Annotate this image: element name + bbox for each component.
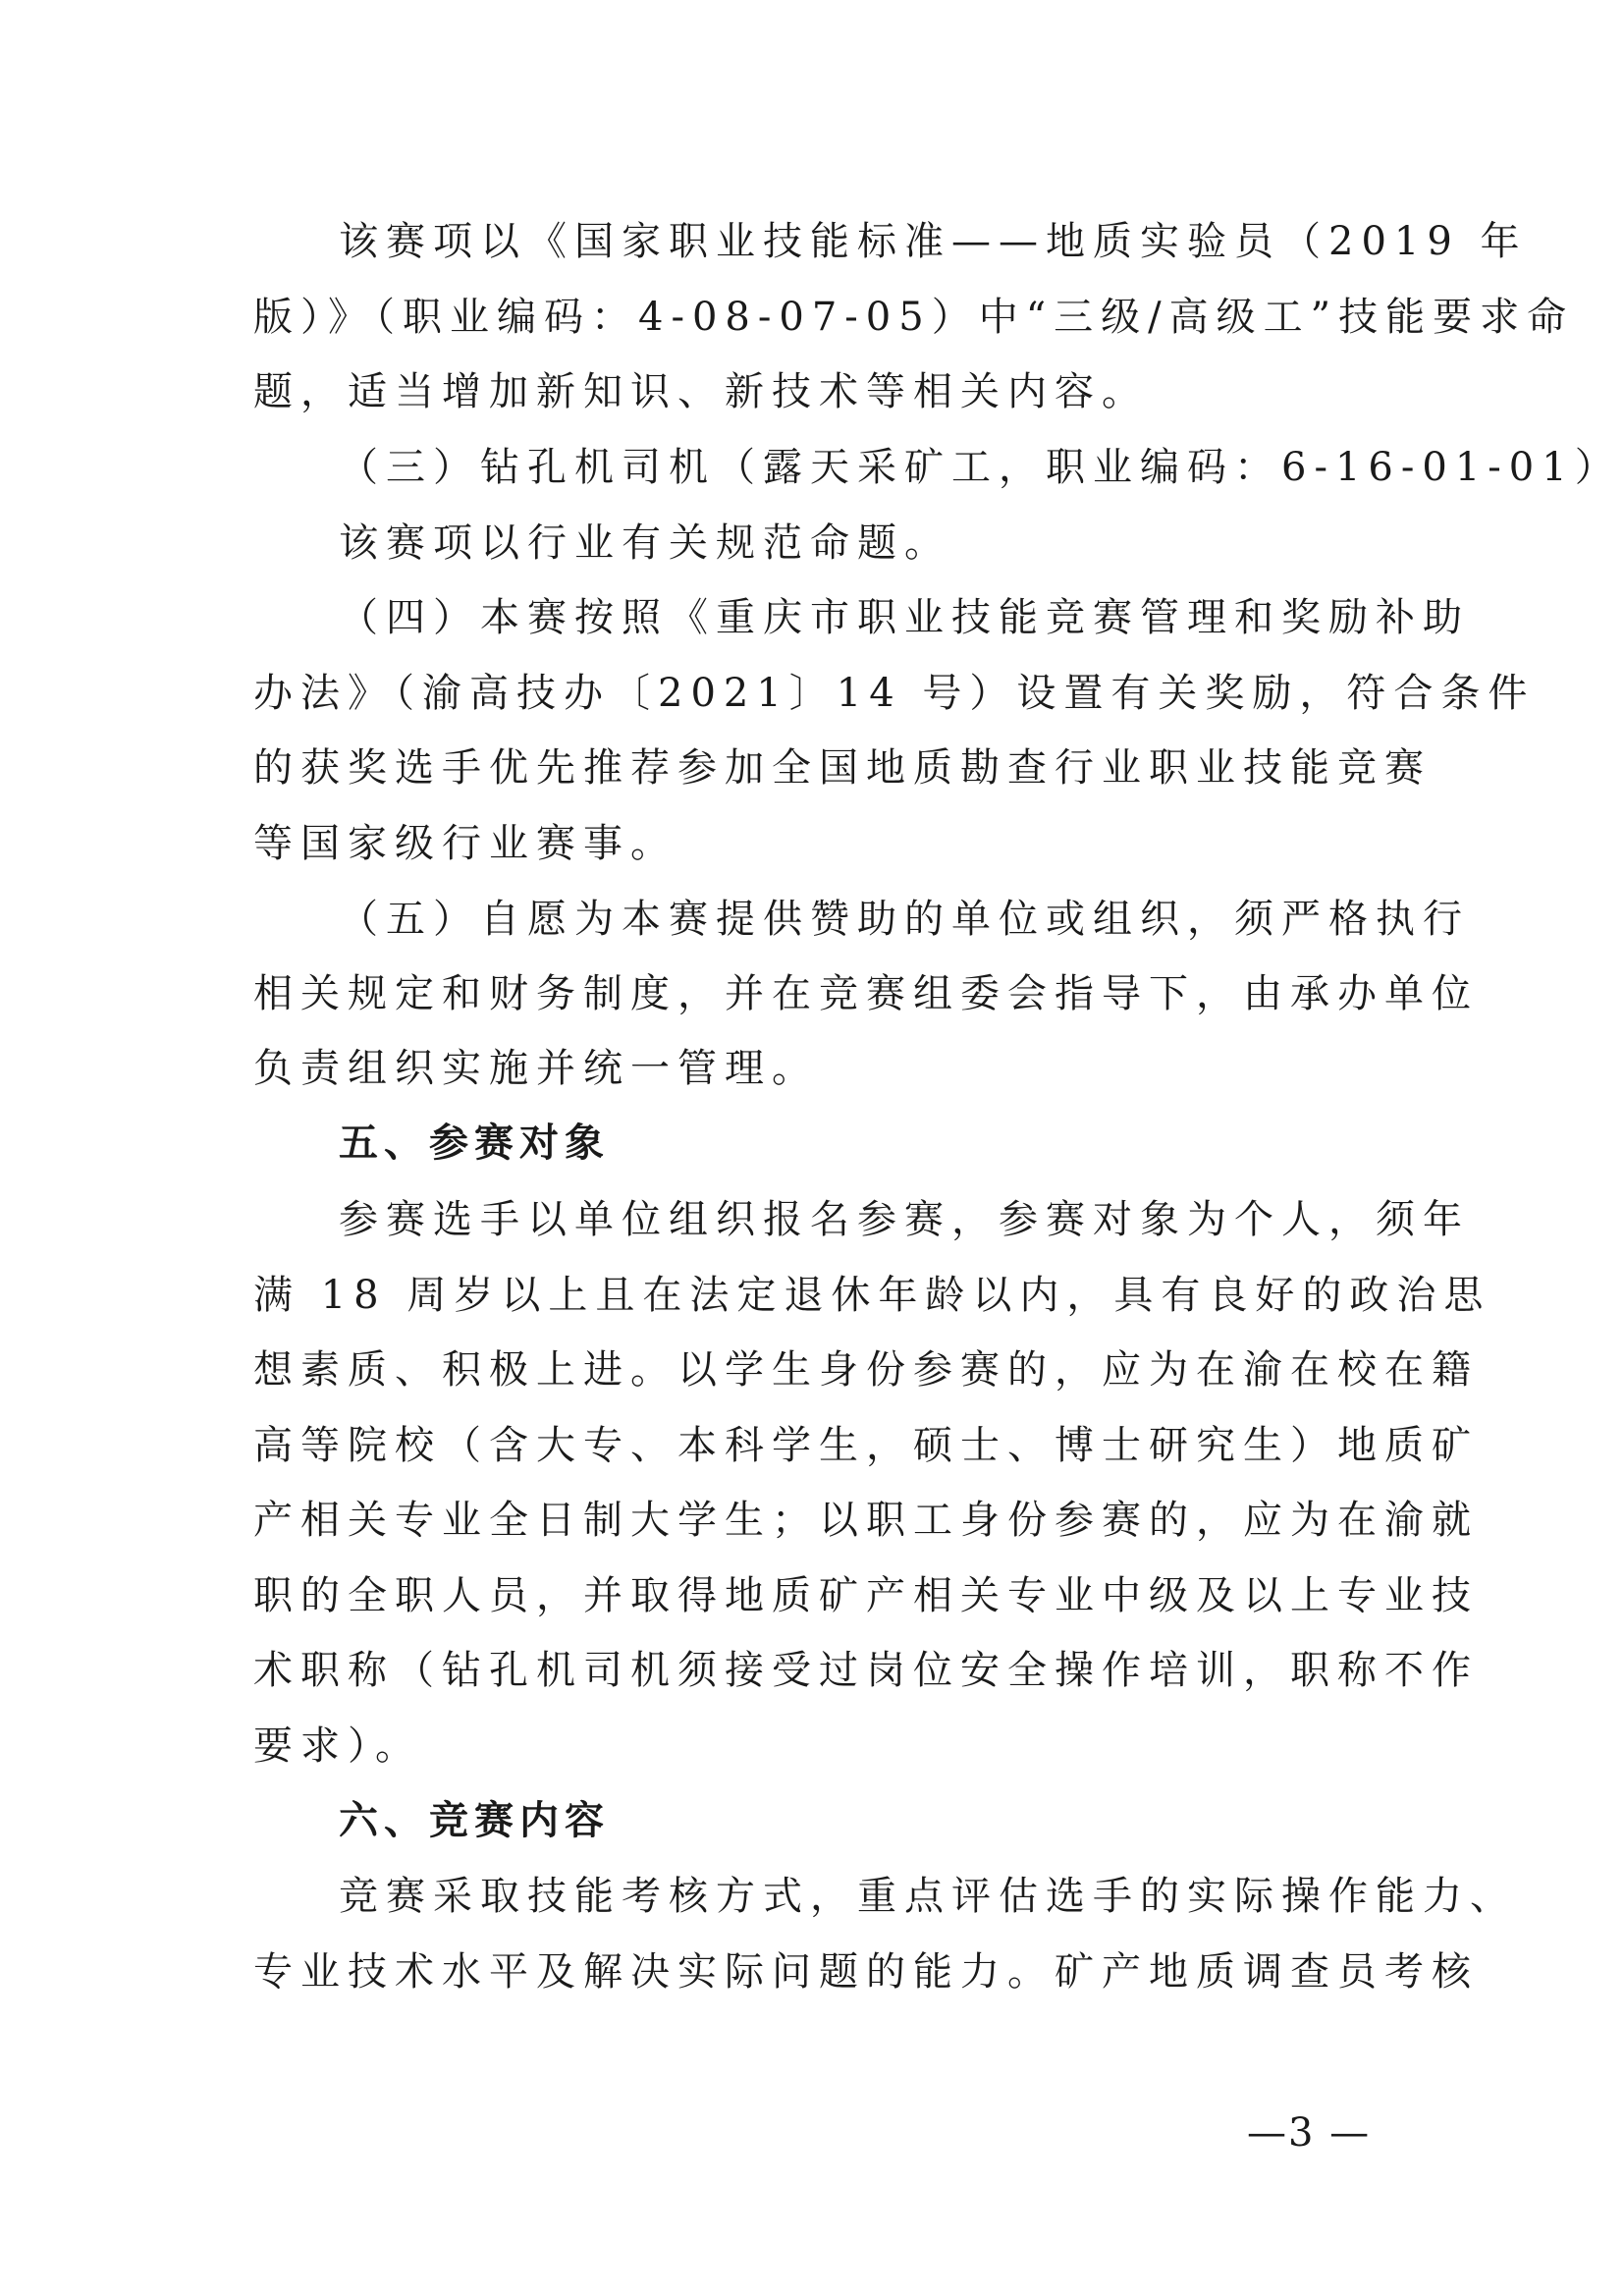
- body-text-line: （五）自愿为本赛提供赞助的单位或组织，须严格执行: [339, 897, 1470, 942]
- body-text-line: 竞赛采取技能考核方式，重点评估选手的实际操作能力、: [339, 1874, 1517, 1919]
- body-text-line: 产相关专业全日制大学生；以职工身份参赛的，应为在渝就: [253, 1498, 1479, 1543]
- body-text-line: （四）本赛按照《重庆市职业技能竞赛管理和奖励补助: [339, 595, 1470, 640]
- body-text-line: 参赛选手以单位组织报名参赛，参赛对象为个人，须年: [339, 1197, 1470, 1242]
- body-text-line: 版）》（职业编码：4-08-07-05）中“三级/高级工”技能要求命: [253, 295, 1575, 340]
- body-text-line: 相关规定和财务制度，并在竞赛组委会指导下，由承办单位: [253, 971, 1479, 1016]
- body-text-line: 术职称（钻孔机司机须接受过岗位安全操作培训，职称不作: [253, 1648, 1479, 1693]
- body-text-line: 办法》（渝高技办〔2021〕14 号）设置有关奖励，符合条件: [253, 671, 1536, 716]
- body-text-line: 该赛项以《国家职业技能标准——地质实验员（2019 年: [339, 219, 1528, 264]
- body-text-line: 要求）。: [253, 1723, 422, 1769]
- body-text-line: 负责组织实施并统一管理。: [253, 1046, 819, 1091]
- body-text-line: 题，适当增加新知识、新技术等相关内容。: [253, 369, 1149, 414]
- body-text-line: 等国家级行业赛事。: [253, 821, 677, 866]
- body-text-line: 该赛项以行业有关规范命题。: [339, 520, 951, 566]
- section-heading: 六、竞赛内容: [339, 1798, 610, 1843]
- body-text-line: 满 18 周岁以上且在法定退休年龄以内，具有良好的政治思: [253, 1273, 1491, 1318]
- body-text-line: 职的全职人员，并取得地质矿产相关专业中级及以上专业技: [253, 1573, 1479, 1618]
- body-text-line: 高等院校（含大专、本科学生，硕士、博士研究生）地质矿: [253, 1423, 1479, 1468]
- body-text-line: 想素质、积极上进。以学生身份参赛的，应为在渝在校在籍: [253, 1347, 1479, 1393]
- page-number: —3 —: [1247, 2110, 1372, 2156]
- body-text-line: 专业技术水平及解决实际问题的能力。矿产地质调查员考核: [253, 1949, 1479, 1995]
- body-text-line: 的获奖选手优先推荐参加全国地质勘查行业职业技能竞赛: [253, 745, 1432, 791]
- section-heading: 五、参赛对象: [339, 1121, 610, 1166]
- body-text-line: （三）钻孔机司机（露天采矿工，职业编码：6-16-01-01）: [339, 445, 1622, 490]
